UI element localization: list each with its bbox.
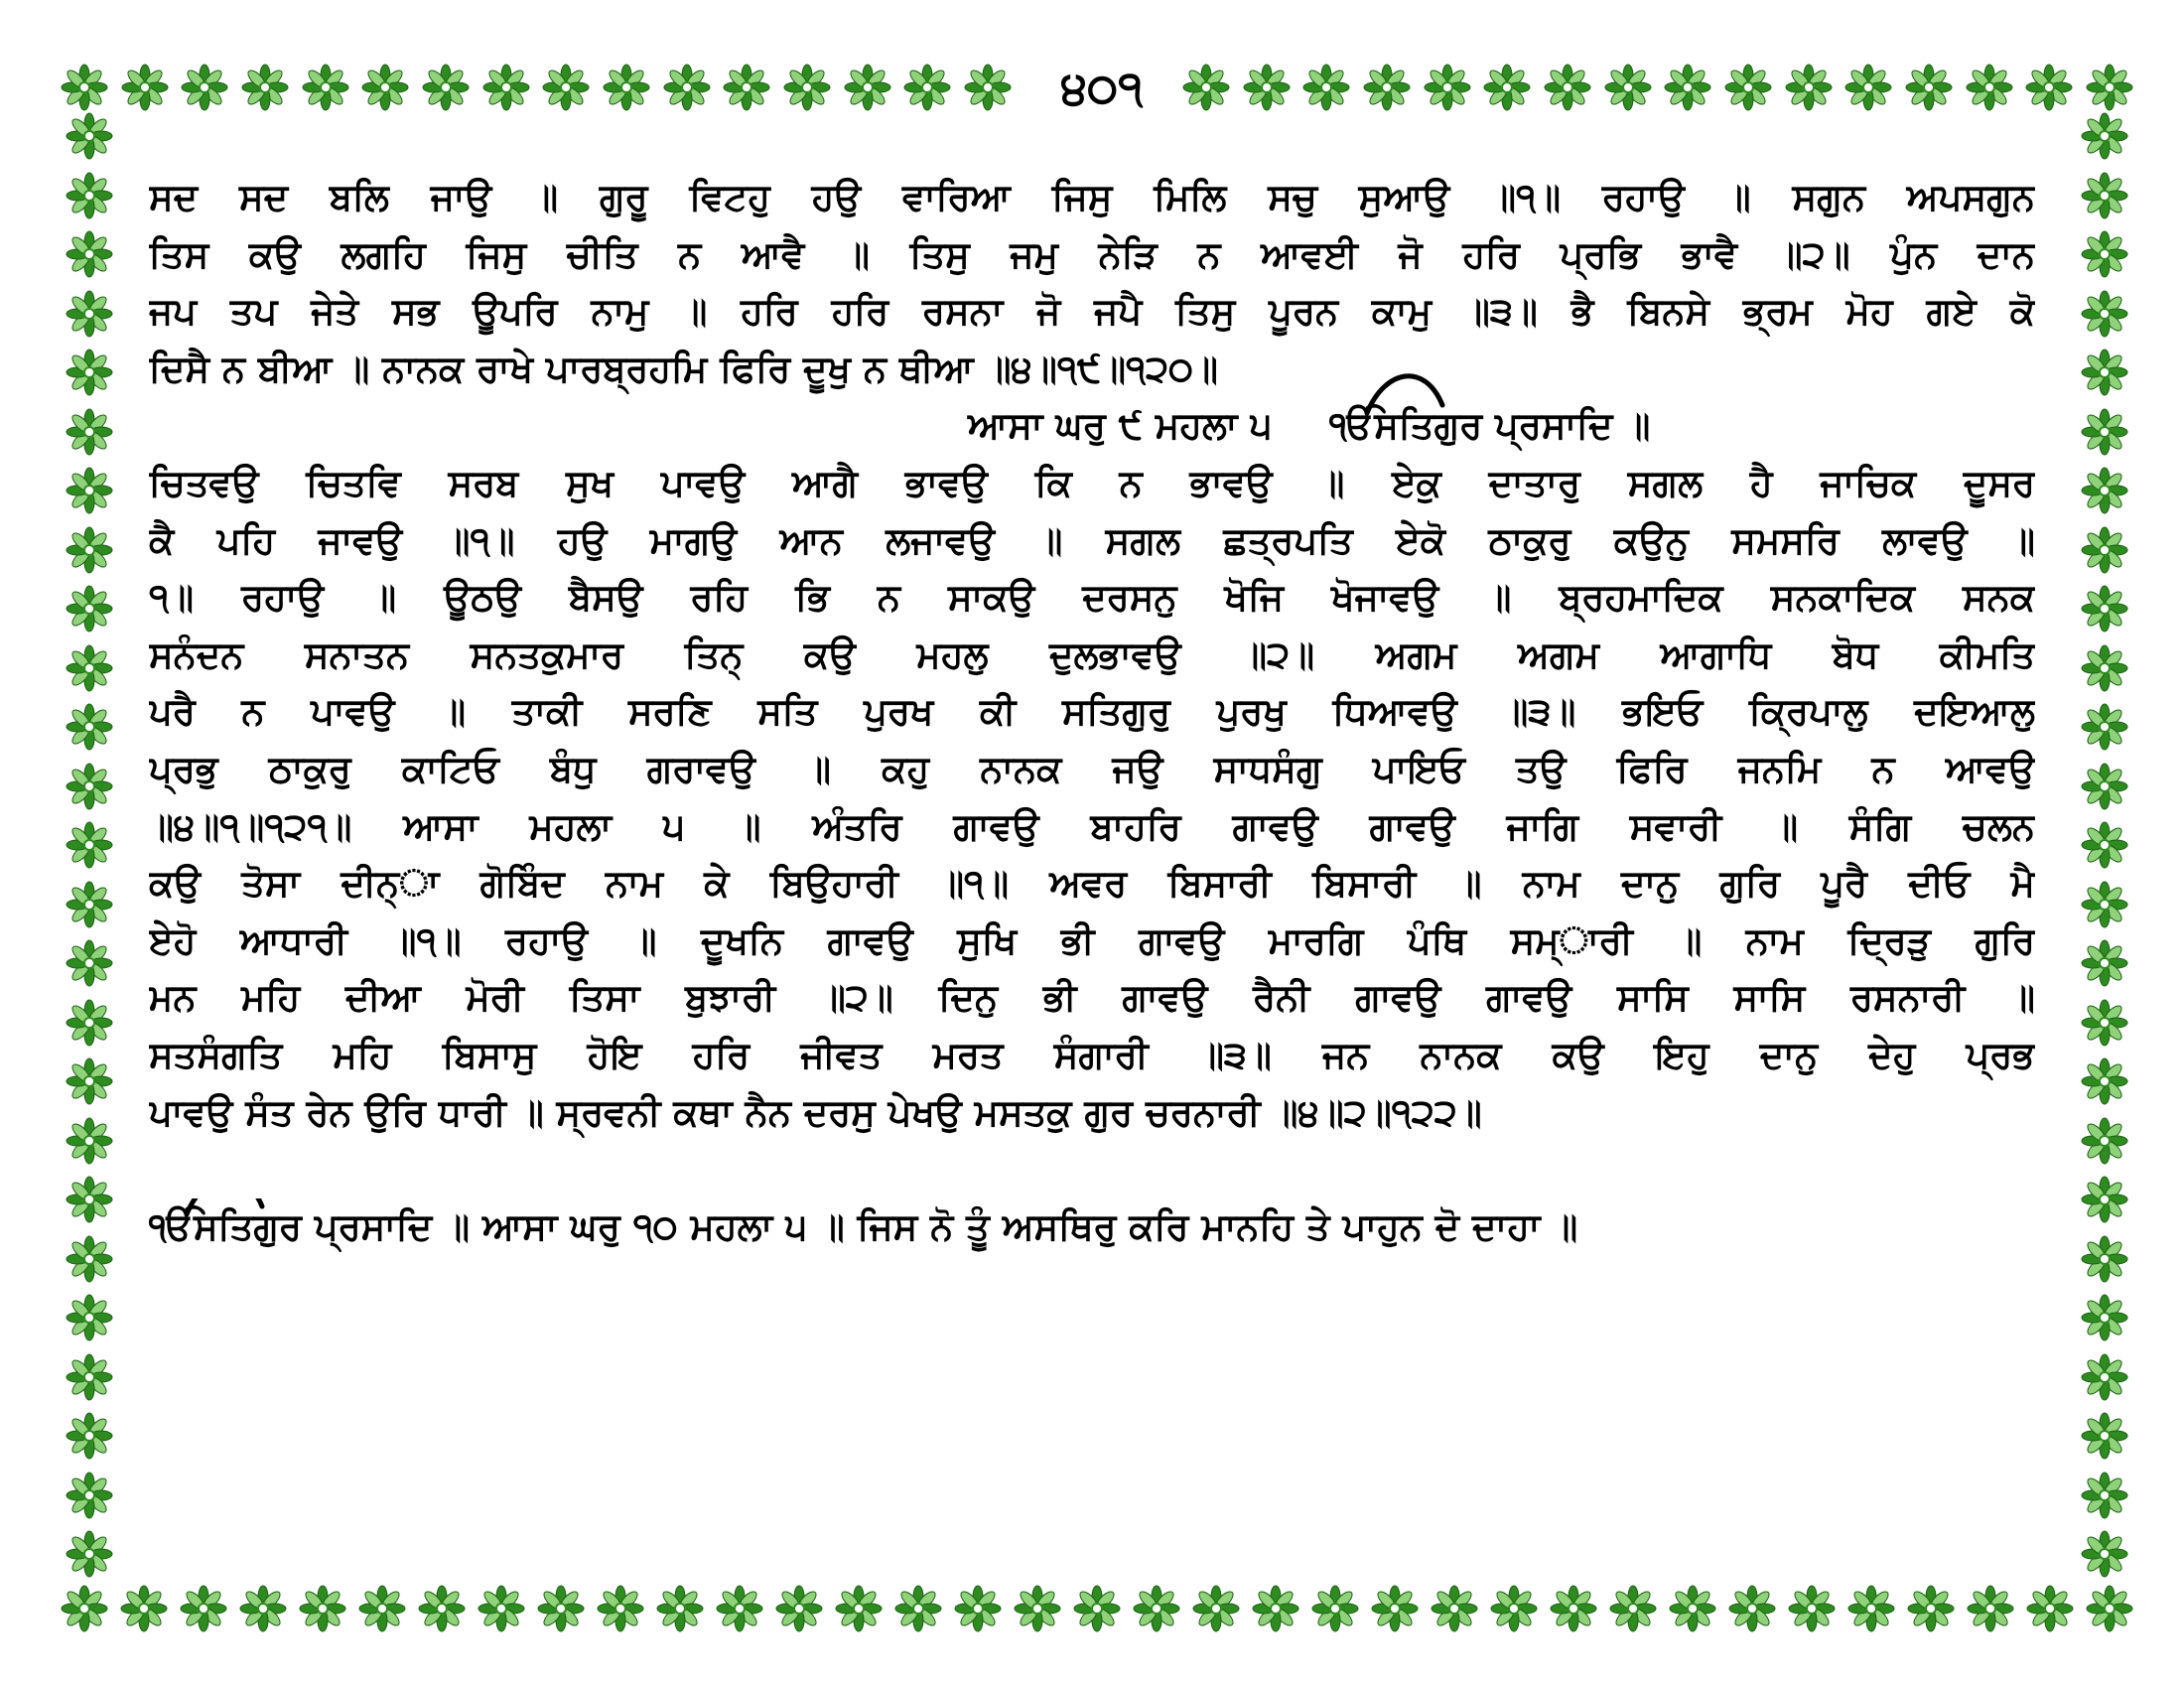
flower-ornament-icon — [65, 1293, 114, 1342]
flower-ornament-icon — [1370, 1584, 1420, 1633]
flower-ornament-icon — [1608, 1584, 1658, 1633]
ek-onkar-glyph: ੴ — [149, 1204, 195, 1248]
flower-ornament-icon — [238, 1584, 288, 1633]
flower-ornament-icon — [65, 525, 114, 575]
flower-ornament-icon — [2080, 1293, 2129, 1342]
flower-ornament-icon — [2080, 525, 2129, 575]
flower-ornament-icon — [2080, 1116, 2129, 1166]
flower-ornament-icon — [596, 1584, 645, 1633]
flower-ornament-icon — [65, 407, 114, 457]
flower-ornament-icon — [2080, 880, 2129, 929]
flower-ornament-icon — [541, 63, 591, 112]
flower-ornament-icon — [477, 1584, 526, 1633]
flower-ornament-icon — [963, 63, 1013, 112]
flower-ornament-icon — [2080, 1056, 2129, 1106]
flower-ornament-icon — [65, 1471, 114, 1520]
blank-line — [149, 1141, 2035, 1198]
text-line: ਸਨੰਦਨ ਸਨਾਤਨ ਸਨਤਕੁਮਾਰ ਤਿਨ੍ ਕਉ ਮਹਲੁ ਦੁਲਭਾਵਉ ॥੨॥ ਅਗਮ ਅਗਮ ਆਗਾਧਿ ਬੋਧ ਕੀਮਤਿ — [149, 633, 2035, 676]
flower-ornament-icon — [1310, 1584, 1360, 1633]
flower-ornament-icon — [2080, 820, 2129, 870]
flower-ornament-icon — [1072, 1584, 1122, 1633]
flower-ornament-icon — [1549, 1584, 1598, 1633]
flower-ornament-icon — [1784, 63, 1834, 112]
flower-ornament-icon — [179, 1584, 228, 1633]
flower-ornament-icon — [1668, 1584, 1717, 1633]
flower-ornament-icon — [2080, 111, 2129, 161]
text-line: ਦਿਸੈ ਨ ਬੀਆ ॥ ਨਾਨਕ ਰਾਖੇ ਪਾਰਬ੍ਰਹਮਿ ਫਿਰਿ ਦੂਖੁ ਨ ਥੀਆ ॥੪॥੧੯॥੧੨੦॥ — [149, 347, 1218, 390]
flower-ornament-icon — [240, 63, 290, 112]
flower-ornament-icon — [1181, 63, 1231, 112]
flower-ornament-icon — [1843, 63, 1893, 112]
flower-ornament-icon — [843, 63, 892, 112]
page-number: ੪੦੧ — [1060, 61, 1144, 114]
flower-ornament-icon — [662, 63, 712, 112]
ek-onkar-arc-icon — [183, 1198, 272, 1220]
flower-ornament-icon — [1489, 1584, 1539, 1633]
flower-ornament-icon — [715, 1584, 764, 1633]
flower-ornament-icon — [60, 1584, 109, 1633]
flower-ornament-icon — [2024, 63, 2074, 112]
ek-onkar-symbol — [1329, 397, 1374, 455]
heading-right-text: ਸਤਿਗੁਰ ਪ੍ਰਸਾਦਿ ॥ — [1374, 404, 1651, 448]
flower-ornament-icon — [65, 171, 114, 220]
flower-ornament-icon — [1482, 63, 1532, 112]
ek-onkar-arc-icon — [1363, 363, 1452, 419]
flower-ornament-icon — [1603, 63, 1653, 112]
border-top-right — [1181, 58, 2134, 117]
text-line: ॥੪॥੧॥੧੨੧॥ ਆਸਾ ਮਹਲਾ ੫ ॥ ਅੰਤਰਿ ਗਾਵਉ ਬਾਹਰਿ ਗਾਵਉ ਗਾਵਉ ਜਾਗਿ ਸਵਾਰੀ ॥ ਸੰਗਿ ਚਲਨ — [149, 804, 2035, 848]
flower-ornament-icon — [2080, 1352, 2129, 1402]
flower-ornament-icon — [655, 1584, 705, 1633]
flower-ornament-icon — [65, 820, 114, 870]
flower-ornament-icon — [2080, 171, 2129, 220]
flower-ornament-icon — [65, 762, 114, 811]
flower-ornament-icon — [2080, 938, 2129, 988]
flower-ornament-icon — [2080, 643, 2129, 693]
flower-ornament-icon — [722, 63, 771, 112]
flower-ornament-icon — [1191, 1584, 1241, 1633]
flower-ornament-icon — [65, 1175, 114, 1224]
flower-ornament-icon — [65, 466, 114, 515]
border-top-left — [60, 58, 1013, 117]
flower-ornament-icon — [2080, 762, 2129, 811]
heading-asa-ghar-10 — [149, 1198, 2035, 1256]
flower-ornament-icon — [1906, 1584, 1956, 1633]
text-line: ਮਨ ਮਹਿ ਦੀਆ ਮੋਰੀ ਤਿਸਾ ਬੁਝਾਰੀ ॥੨॥ ਦਿਨੁ ਭੀ ਗਾਵਉ ਰੈਨੀ ਗਾਵਉ ਗਾਵਉ ਸਾਸਿ ਸਾਸਿ ਰਸਨਾਰੀ ॥ — [149, 976, 2035, 1020]
flower-ornament-icon — [1132, 1584, 1181, 1633]
text-line: ਏਹੋ ਆਧਾਰੀ ॥੧॥ ਰਹਾਉ ॥ ਦੂਖਨਿ ਗਾਵਉ ਸੁਖਿ ਭੀ ਗਾਵਉ ਮਾਰਗਿ ਪੰਥਿ ਸਮ੍ਾਰੀ ॥ ਨਾਮ ਦ੍ਰਿੜੁ ਗੁਰਿ — [149, 918, 2035, 962]
flower-ornament-icon — [1423, 63, 1472, 112]
flower-ornament-icon — [782, 63, 832, 112]
flower-ornament-icon — [2080, 998, 2129, 1048]
flower-ornament-icon — [953, 1584, 1003, 1633]
flower-ornament-icon — [2080, 466, 2129, 515]
border-bottom — [60, 1579, 2134, 1638]
flower-ornament-icon — [481, 63, 531, 112]
flower-ornament-icon — [1904, 63, 1954, 112]
heading-text: ਸਤਿਗੁਰ ਪ੍ਰਸਾਦਿ ॥ ਆਸਾ ਘਰੁ ੧੦ ਮਹਲਾ ੫ ॥ ਜਿਸ ਨੋ ਤੂੰ ਅਸਥਿਰੁ ਕਰਿ ਮਾਨਹਿ ਤੇ ਪਾਹੁਨ ਦੋ ਦਾਹਾ ॥ — [194, 1204, 1578, 1248]
flower-ornament-icon — [2025, 1584, 2075, 1633]
flower-ornament-icon — [1013, 1584, 1062, 1633]
flower-ornament-icon — [902, 63, 952, 112]
text-block — [149, 169, 2035, 1255]
ek-onkar-symbol — [149, 1198, 194, 1256]
flower-ornament-icon — [1543, 63, 1592, 112]
flower-ornament-icon — [1301, 63, 1351, 112]
flower-ornament-icon — [2085, 63, 2134, 112]
flower-ornament-icon — [421, 63, 471, 112]
flower-ornament-icon — [2080, 229, 2129, 279]
flower-ornament-icon — [2080, 702, 2129, 752]
flower-ornament-icon — [1242, 63, 1292, 112]
flower-ornament-icon — [65, 1116, 114, 1166]
flower-ornament-icon — [1965, 63, 2014, 112]
flower-ornament-icon — [2080, 584, 2129, 633]
flower-ornament-icon — [65, 1234, 114, 1284]
flower-ornament-icon — [65, 348, 114, 397]
flower-ornament-icon — [834, 1584, 884, 1633]
flower-ornament-icon — [1251, 1584, 1300, 1633]
flower-ornament-icon — [2080, 1529, 2129, 1579]
flower-ornament-icon — [602, 63, 651, 112]
text-line: ਕਉ ਤੋਸਾ ਦੀਨ੍ਾ ਗੋਬਿੰਦ ਨਾਮ ਕੇ ਬਿਉਹਾਰੀ ॥੧॥ ਅਵਰ ਬਿਸਾਰੀ ਬਿਸਾਰੀ ॥ ਨਾਮ ਦਾਨੁ ਗੁਰਿ ਪੂਰੈ ਦੀਓ ਮੈ — [149, 862, 2035, 906]
border-right — [2075, 111, 2134, 1579]
flower-ornament-icon — [2080, 1411, 2129, 1461]
flower-ornament-icon — [1846, 1584, 1896, 1633]
flower-ornament-icon — [2080, 1471, 2129, 1520]
flower-ornament-icon — [65, 938, 114, 988]
flower-ornament-icon — [65, 643, 114, 693]
flower-ornament-icon — [1727, 1584, 1777, 1633]
text-line: ਸਦ ਸਦ ਬਲਿ ਜਾਉ ॥ ਗੁਰੂ ਵਿਟਹੁ ਹਉ ਵਾਰਿਆ ਜਿਸੁ ਮਿਲਿ ਸਚੁ ਸੁਆਉ ॥੧॥ ਰਹਾਉ ॥ ਸਗੁਨ ਅਪਸਗੁਨ — [149, 176, 2035, 218]
flower-ornament-icon — [1787, 1584, 1837, 1633]
flower-ornament-icon — [65, 702, 114, 752]
flower-ornament-icon — [119, 1584, 169, 1633]
flower-ornament-icon — [65, 111, 114, 161]
flower-ornament-icon — [65, 880, 114, 929]
text-line: ੧॥ ਰਹਾਉ ॥ ਊਠਉ ਬੈਸਉ ਰਹਿ ਭਿ ਨ ਸਾਕਉ ਦਰਸਨੁ ਖੋਜਿ ਖੋਜਾਵਉ ॥ ਬ੍ਰਹਮਾਦਿਕ ਸਨਕਾਦਿਕ ਸਨਕ — [149, 576, 2035, 620]
text-line: ਕੈ ਪਹਿ ਜਾਵਉ ॥੧॥ ਹਉ ਮਾਗਉ ਆਨ ਲਜਾਵਉ ॥ ਸਗਲ ਛਤ੍ਰਪਤਿ ਏਕੋ ਠਾਕੁਰੁ ਕਉਨੁ ਸਮਸਰਿ ਲਾਵਉ ॥ — [149, 518, 2035, 562]
text-line: ਚਿਤਵਉ ਚਿਤਵਿ ਸਰਬ ਸੁਖ ਪਾਵਉ ਆਗੈ ਭਾਵਉ ਕਿ ਨ ਭਾਵਉ ॥ ਏਕੁ ਦਾਤਾਰੁ ਸਗਲ ਹੈ ਜਾਚਿਕ ਦੂਸਰ — [149, 461, 2035, 504]
ek-onkar-glyph: ੴ — [1329, 404, 1375, 448]
flower-ornament-icon — [65, 229, 114, 279]
flower-ornament-icon — [60, 63, 109, 112]
flower-ornament-icon — [1663, 63, 1712, 112]
flower-ornament-icon — [65, 289, 114, 339]
flower-ornament-icon — [2085, 1584, 2134, 1633]
flower-ornament-icon — [357, 1584, 407, 1633]
flower-ornament-icon — [65, 998, 114, 1048]
text-line: ਪਾਵਉ ਸੰਤ ਰੇਨ ਉਰਿ ਧਾਰੀ ॥ ਸ੍ਰਵਨੀ ਕਥਾ ਨੈਨ ਦਰਸੁ ਪੇਖਉ ਮਸਤਕੁ ਗੁਰ ਚਰਨਾਰੀ ॥੪॥੨॥੧੨੨॥ — [149, 1090, 1482, 1134]
flower-ornament-icon — [2080, 348, 2129, 397]
flower-ornament-icon — [1723, 63, 1773, 112]
text-line: ਜਪ ਤਪ ਜੇਤੇ ਸਭ ਊਪਰਿ ਨਾਮੁ ॥ ਹਰਿ ਹਰਿ ਰਸਨਾ ਜੋ ਜਪੈ ਤਿਸੁ ਪੂਰਨ ਕਾਮੁ ॥੩॥ ਭੈ ਬਿਨਸੇ ਭ੍ਰਮ ਮੋਹ ਗਏ ਕੋ — [149, 290, 2035, 334]
flower-ornament-icon — [893, 1584, 943, 1633]
flower-ornament-icon — [65, 584, 114, 633]
flower-ornament-icon — [298, 1584, 347, 1633]
flower-ornament-icon — [180, 63, 229, 112]
flower-ornament-icon — [1966, 1584, 2015, 1633]
heading-left-text: ਆਸਾ ਘਰੁ ੯ ਮਹਲਾ ੫ — [968, 404, 1273, 448]
text-line: ਤਿਸ ਕਉ ਲਗਹਿ ਜਿਸੁ ਚੀਤਿ ਨ ਆਵੈ ॥ ਤਿਸੁ ਜਮੁ ਨੇੜਿ ਨ ਆਵਈ ਜੋ ਹਰਿ ਪ੍ਰਭਿ ਭਾਵੈ ॥੨॥ ਪੁੰਨ ਦਾਨ — [149, 232, 2035, 276]
flower-ornament-icon — [301, 63, 350, 112]
flower-ornament-icon — [536, 1584, 586, 1633]
flower-ornament-icon — [360, 63, 410, 112]
flower-ornament-icon — [65, 1352, 114, 1402]
flower-ornament-icon — [1362, 63, 1412, 112]
flower-ornament-icon — [65, 1056, 114, 1106]
text-line: ਪ੍ਰਭੁ ਠਾਕੁਰੁ ਕਾਟਿਓ ਬੰਧੁ ਗਰਾਵਉ ॥ ਕਹੁ ਨਾਨਕ ਜਉ ਸਾਧਸੰਗੁ ਪਾਇਓ ਤਉ ਫਿਰਿ ਜਨਮਿ ਨ ਆਵਉ — [149, 747, 2035, 790]
flower-ornament-icon — [1430, 1584, 1479, 1633]
heading-asa-ghar-9 — [149, 397, 2035, 455]
flower-ornament-icon — [774, 1584, 824, 1633]
flower-ornament-icon — [2080, 1175, 2129, 1224]
text-line: ਪਰੈ ਨ ਪਾਵਉ ॥ ਤਾਕੀ ਸਰਣਿ ਸਤਿ ਪੁਰਖ ਕੀ ਸਤਿਗੁਰੁ ਪੁਰਖੁ ਧਿਆਵਉ ॥੩॥ ਭਇਓ ਕ੍ਰਿਪਾਲੁ ਦਇਆਲੁ — [149, 690, 2035, 734]
flower-ornament-icon — [417, 1584, 467, 1633]
flower-ornament-icon — [120, 63, 170, 112]
flower-ornament-icon — [65, 1529, 114, 1579]
flower-ornament-icon — [65, 1411, 114, 1461]
text-line: ਸਤਸੰਗਤਿ ਮਹਿ ਬਿਸਾਸੁ ਹੋਇ ਹਰਿ ਜੀਵਤ ਮਰਤ ਸੰਗਾਰੀ ॥੩॥ ਜਨ ਨਾਨਕ ਕਉ ਇਹੁ ਦਾਨੁ ਦੇਹੁ ਪ੍ਰਭ — [149, 1033, 2035, 1076]
border-left — [60, 111, 119, 1579]
flower-ornament-icon — [2080, 289, 2129, 339]
flower-ornament-icon — [2080, 407, 2129, 457]
flower-ornament-icon — [2080, 1234, 2129, 1284]
